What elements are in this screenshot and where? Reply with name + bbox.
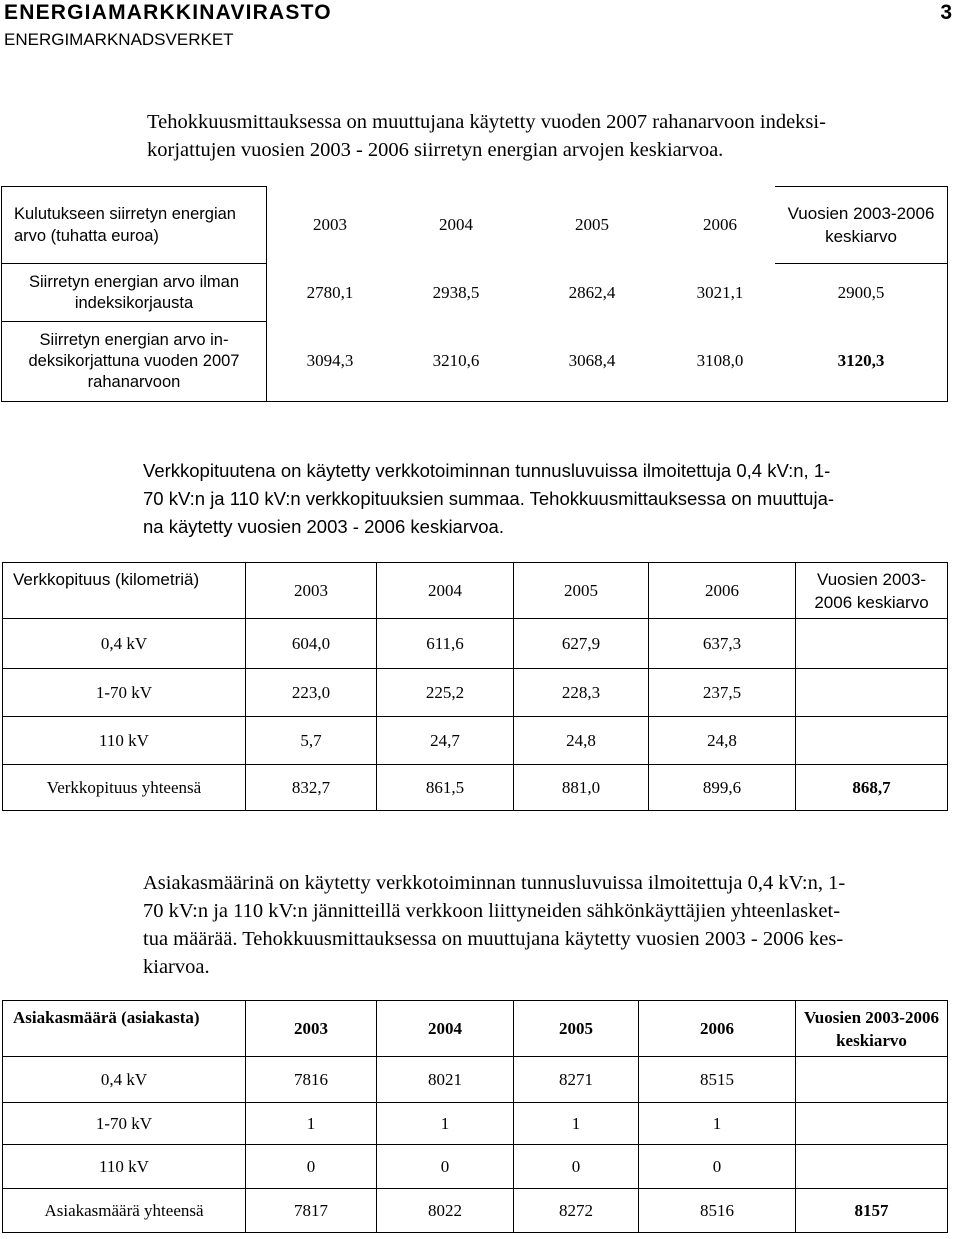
average-cell (796, 1057, 948, 1103)
section1-intro-line: Tehokkuusmittauksessa on muuttujana käytetty vuoden 2007 rahanarvoon indeksi- (147, 111, 826, 133)
section3-intro-line: kiarvoa. (143, 956, 210, 978)
table-cell: 0 (246, 1145, 377, 1189)
table-header-row (3, 563, 948, 619)
table-row (3, 765, 948, 811)
row-label: 0,4 kV (3, 619, 246, 669)
table-cell: 3108,0 (665, 322, 775, 402)
average-cell: 2900,5 (775, 264, 948, 322)
table-cell: 0 (639, 1145, 796, 1189)
year-header: 2003 (246, 563, 377, 619)
document-subtitle: ENERGIMARKNADSVERKET (4, 30, 234, 49)
table-row (3, 669, 948, 717)
row-label: 1-70 kV (3, 669, 246, 717)
average-header: Vuosien 2003-2006 keskiarvo (796, 563, 948, 619)
year-header: 2006 (649, 563, 796, 619)
table-cell: 2780,1 (306, 282, 354, 302)
table-cell: 637,3 (649, 619, 796, 669)
table-row (3, 1145, 948, 1189)
section2-intro-line: Verkkopituutena on käytetty verkkotoiminnan tunnusluvuissa ilmoitettuja 0,4 kV:n, 1- (143, 460, 831, 481)
section1-intro-line: korjattujen vuosien 2003 - 2006 siirretyn energian arvojen keskiarvoa. (147, 139, 724, 161)
network-length-table (2, 562, 948, 811)
table-cell: 611,6 (377, 619, 514, 669)
average-cell: 868,7 (796, 765, 948, 811)
table-cell: 3094,3 (267, 322, 394, 402)
year-header: 2005 (514, 563, 649, 619)
table-cell: 5,7 (246, 717, 377, 765)
table-header-label: Verkkopituus (kilometriä) (3, 563, 246, 619)
table-row (2, 322, 948, 402)
row-label: 0,4 kV (3, 1057, 246, 1103)
table-row (3, 717, 948, 765)
row-label: 110 kV (3, 717, 246, 765)
document-title: ENERGIAMARKKINAVIRASTO (4, 1, 332, 24)
row-label: Asiakasmäärä yhteensä (3, 1189, 246, 1233)
table-cell: 7816 (246, 1057, 377, 1103)
table-cell: 1 (639, 1103, 796, 1145)
table-cell: 899,6 (649, 765, 796, 811)
year-header: 2004 (377, 563, 514, 619)
table-header-row (2, 187, 948, 264)
page-number: 3 (940, 1, 952, 24)
average-header: Vuosien 2003-2006 keskiarvo (775, 187, 948, 264)
energy-value-table (1, 186, 948, 402)
section2-intro-line: na käytetty vuosien 2003 - 2006 keskiarvoa. (143, 516, 504, 537)
table-cell: 7817 (246, 1189, 377, 1233)
average-cell (796, 1103, 948, 1145)
table-cell: 832,7 (246, 765, 377, 811)
table-cell: 237,5 (649, 669, 796, 717)
table-cell: 8272 (514, 1189, 639, 1233)
table-cell: 0 (377, 1145, 514, 1189)
section2-intro (143, 457, 958, 541)
table-cell: 24,8 (514, 717, 649, 765)
table-header-label: Asiakasmäärä (asiakasta) (3, 1001, 246, 1057)
customer-count-table (2, 1000, 948, 1233)
row-label: Siirretyn energian arvo ilman indeksikorjausta (2, 264, 267, 322)
row-label: 110 kV (3, 1145, 246, 1189)
table-cell: 24,7 (377, 717, 514, 765)
table-cell: 1 (246, 1103, 377, 1145)
average-cell: 8157 (796, 1189, 948, 1233)
section3-intro-line: 70 kV:n ja 110 kV:n jännitteillä verkkoon liittyneiden sähkönkäyttäjien yhteenlasket- (143, 900, 841, 922)
section3-intro-line: tua määrää. Tehokkuusmittauksessa on muuttujana käytetty vuosien 2003 - 2006 kes- (143, 928, 844, 950)
table-cell: 8515 (639, 1057, 796, 1103)
table-cell: 1 (377, 1103, 514, 1145)
table-cell: 627,9 (514, 619, 649, 669)
row-label: 1-70 kV (3, 1103, 246, 1145)
table-cell: 8021 (377, 1057, 514, 1103)
table-cell: 604,0 (246, 619, 377, 669)
section2-intro-line: 70 kV:n ja 110 kV:n verkkopituuksien summaa. Tehokkuusmittauksessa on muuttuja- (143, 488, 835, 509)
year-header: 2005 (575, 215, 609, 234)
table-cell: 861,5 (377, 765, 514, 811)
table-row (3, 1189, 948, 1233)
table-cell: 3068,4 (519, 322, 665, 402)
row-label: Verkkopituus yhteensä (3, 765, 246, 811)
table-cell: 24,8 (649, 717, 796, 765)
table-cell: 8516 (639, 1189, 796, 1233)
table-cell: 8271 (514, 1057, 639, 1103)
section3-intro-line: Asiakasmäärinä on käytetty verkkotoiminnan tunnusluvuissa ilmoitettuja 0,4 kV:n, 1- (143, 872, 846, 894)
average-cell (796, 669, 948, 717)
average-cell (796, 1145, 948, 1189)
table-cell: 0 (514, 1145, 639, 1189)
section3-intro (143, 869, 958, 981)
year-header: 2003 (246, 1001, 377, 1057)
table-cell: 8022 (377, 1189, 514, 1233)
table-cell: 1 (514, 1103, 639, 1145)
year-header: 2004 (377, 1001, 514, 1057)
year-header: 2004 (439, 215, 473, 234)
table-cell: 3021,1 (696, 282, 744, 302)
table-cell: 881,0 (514, 765, 649, 811)
table-cell: 228,3 (514, 669, 649, 717)
table-row (3, 619, 948, 669)
table-cell: 223,0 (246, 669, 377, 717)
row-label: Siirretyn energian arvo in-deksikorjattuna vuoden 2007 rahanarvoon (2, 322, 267, 402)
table-row (2, 264, 948, 322)
average-header: Vuosien 2003-2006 keskiarvo (796, 1001, 948, 1057)
average-cell: 3120,3 (775, 322, 948, 402)
average-cell (796, 717, 948, 765)
table-row (3, 1057, 948, 1103)
average-cell (796, 619, 948, 669)
table-cell: 3210,6 (393, 322, 519, 402)
section1-intro (147, 108, 957, 164)
year-header: 2006 (639, 1001, 796, 1057)
year-header: 2003 (313, 215, 347, 234)
table-row (3, 1103, 948, 1145)
table-cell: 225,2 (377, 669, 514, 717)
table-cell: 2862,4 (568, 282, 616, 302)
table-cell: 2938,5 (432, 282, 480, 302)
year-header: 2006 (703, 215, 737, 234)
year-header: 2005 (514, 1001, 639, 1057)
table-header-label: Kulutukseen siirretyn energian arvo (tuhatta euroa) (2, 187, 267, 264)
table-header-row (3, 1001, 948, 1057)
